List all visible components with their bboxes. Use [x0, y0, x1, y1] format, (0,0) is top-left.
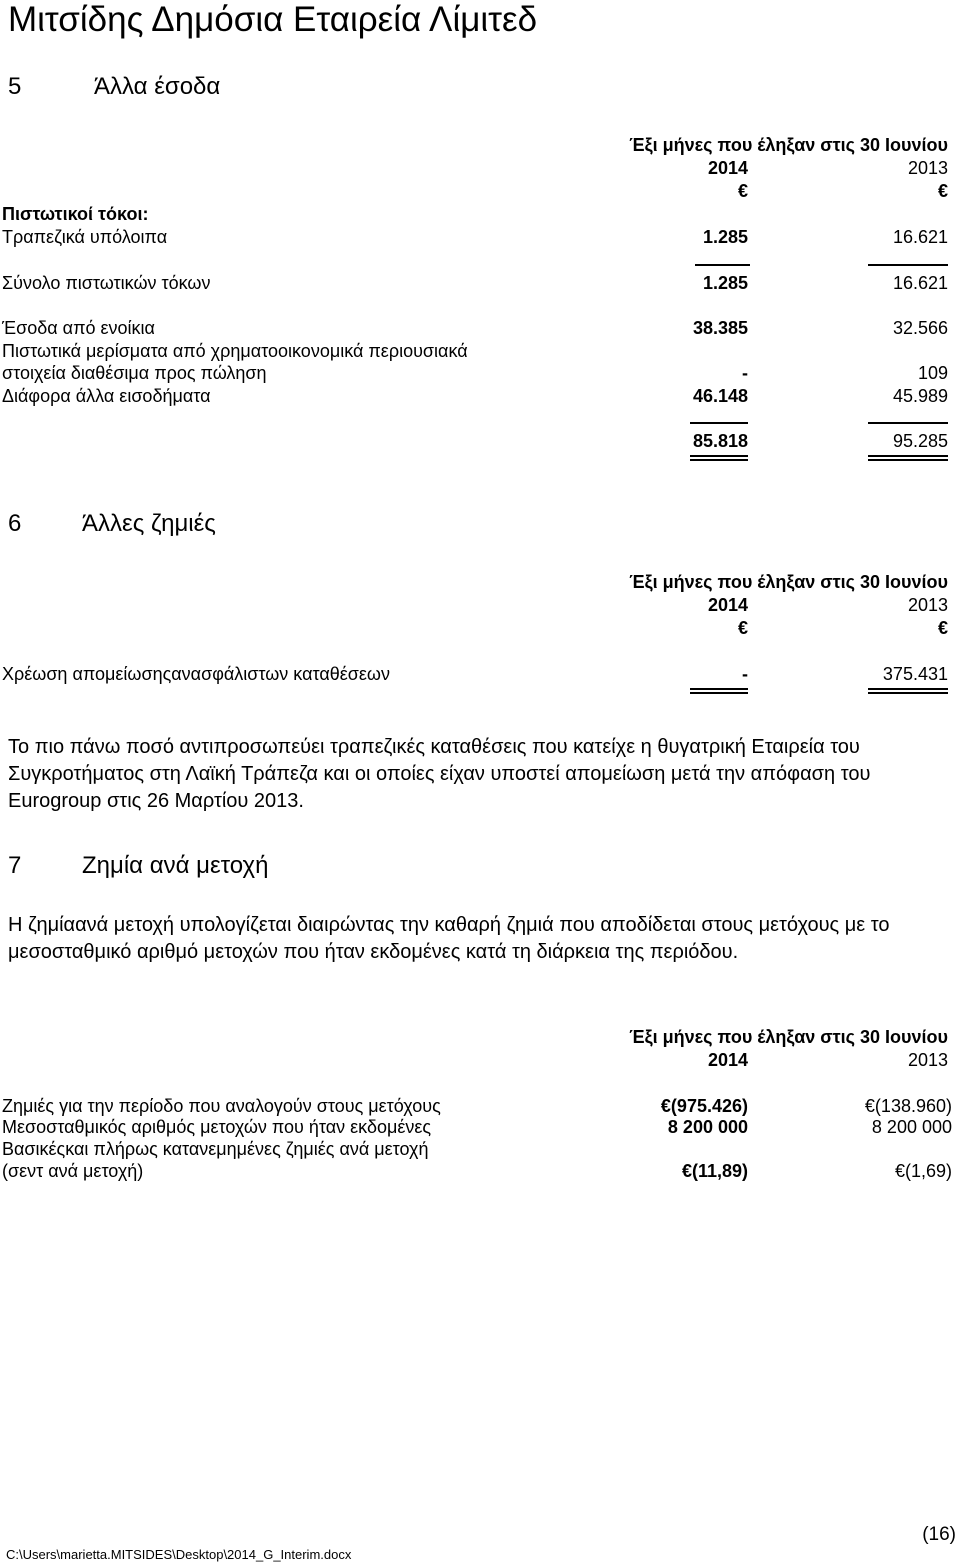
period-header: Έξι μήνες που έληξαν στις 30 Ιουνίου	[629, 135, 948, 155]
eps-2013: €(1,69)	[894, 1161, 952, 1181]
shares-2014: 8 200 000	[667, 1117, 748, 1137]
double-underline-col2	[868, 688, 948, 694]
period-header: Έξι μήνες που έληξαν στις 30 Ιουνίου	[629, 1027, 948, 1047]
impairment-2014: -	[742, 664, 748, 684]
total-line-col1	[690, 422, 748, 424]
currency-col1: €	[737, 618, 748, 638]
rent-income-2014: 38.385	[692, 318, 748, 338]
bank-balances-2013: 16.621	[892, 227, 948, 247]
bank-balances-label: Τραπεζικά υπόλοιπα	[2, 227, 168, 247]
currency-col2: €	[937, 181, 948, 201]
year-2014-header: 2014	[707, 158, 748, 178]
shares-label: Μεσοσταθμικός αριθμός μετοχών που ήταν εκδομένες	[2, 1117, 432, 1137]
rent-income-label: Έσοδα από ενοίκια	[2, 318, 155, 338]
double-underline-col1	[690, 455, 748, 461]
shares-2013: 8 200 000	[871, 1117, 952, 1137]
file-path: C:\Users\marietta.MITSIDES\Desktop\2014_G_Interim.docx	[6, 1547, 352, 1562]
currency-col1: €	[737, 181, 748, 201]
bank-balances-2014: 1.285	[702, 227, 748, 247]
loss-2014: €(975.426)	[660, 1096, 748, 1116]
section-6-heading	[8, 509, 608, 539]
company-title: Μιτσίδης Δημόσια Εταιρεία Λίμιτεδ	[8, 0, 538, 39]
period-header: Έξι μήνες που έληξαν στις 30 Ιουνίου	[629, 572, 948, 592]
year-2013-header: 2013	[907, 158, 948, 178]
total-interest-2014: 1.285	[702, 273, 748, 293]
page-number: (16)	[922, 1524, 956, 1545]
total-other-income-2014: 85.818	[692, 431, 748, 451]
section-number: 7	[8, 852, 22, 879]
subtotal-line-col1	[695, 264, 750, 266]
impairment-note: Το πιο πάνω ποσό αντιπροσωπεύει τραπεζικές καταθέσεις που κατείχε η θυγατρική Εταιρεία του Συγκροτήματος στη Λαϊκή Τράπεζα και οι οποίες είχαν υποστεί απομείωση μετά την απόφαση του Eurogroup στις 26 Μαρτίου 2013.	[8, 736, 871, 812]
eps-2014: €(11,89)	[681, 1161, 748, 1181]
section-title: Άλλα έσοδα	[94, 73, 221, 100]
misc-income-2013: 45.989	[892, 386, 948, 406]
currency-col2: €	[937, 618, 948, 638]
year-2013-header: 2013	[907, 595, 948, 615]
loss-label: Ζημιές για την περίοδο που αναλογούν στους μετόχους	[2, 1096, 441, 1116]
total-other-income-2013: 95.285	[892, 431, 948, 451]
dividends-2013: 109	[917, 363, 948, 383]
misc-income-label: Διάφορα άλλα εισοδήματα	[2, 386, 211, 406]
impairment-label: Χρέωση απομείωσηςανασφάλιστων καταθέσεων	[2, 664, 390, 684]
section-7-heading	[8, 851, 608, 881]
section-5-heading	[8, 72, 608, 102]
year-2013-header: 2013	[907, 1050, 948, 1070]
section-title: Άλλες ζημιές	[82, 510, 216, 537]
eps-intro: Η ζημίαανά μετοχή υπολογίζεται διαιρώντας την καθαρή ζημιά που αποδίδεται στους μετόχους με το μεσοσταθμικό αριθμό μετοχών που ήταν εκδομένες κατά τη διάρκεια της περιόδου.	[8, 914, 890, 963]
eps-label-line2: (σεντ ανά μετοχή)	[2, 1161, 144, 1181]
double-underline-col2	[868, 455, 948, 461]
dividends-2014: -	[742, 363, 748, 383]
section-title: Ζημία ανά μετοχή	[82, 852, 269, 879]
misc-income-2014: 46.148	[692, 386, 748, 406]
total-interest-label: Σύνολο πιστωτικών τόκων	[2, 273, 211, 293]
year-2014-header: 2014	[707, 595, 748, 615]
eps-label-line1: Βασικέςκαι πλήρως κατανεμημένες ζημιές ανά μετοχή	[2, 1139, 429, 1159]
total-line-col2	[868, 422, 948, 424]
dividends-label-line1: Πιστωτικά μερίσματα από χρηματοοικονομικά περιουσιακά	[2, 341, 468, 361]
total-interest-2013: 16.621	[892, 273, 948, 293]
dividends-label-line2: στοιχεία διαθέσιμα προς πώληση	[2, 363, 267, 383]
loss-2013: €(138.960)	[864, 1096, 952, 1116]
year-2014-header: 2014	[707, 1050, 748, 1070]
impairment-2013: 375.431	[882, 664, 948, 684]
section-number: 5	[8, 73, 22, 100]
section-number: 6	[8, 510, 22, 537]
rent-income-2013: 32.566	[892, 318, 948, 338]
interest-heading: Πιστωτικοί τόκοι:	[2, 204, 149, 224]
subtotal-line-col2	[868, 264, 948, 266]
double-underline-col1	[690, 688, 748, 694]
